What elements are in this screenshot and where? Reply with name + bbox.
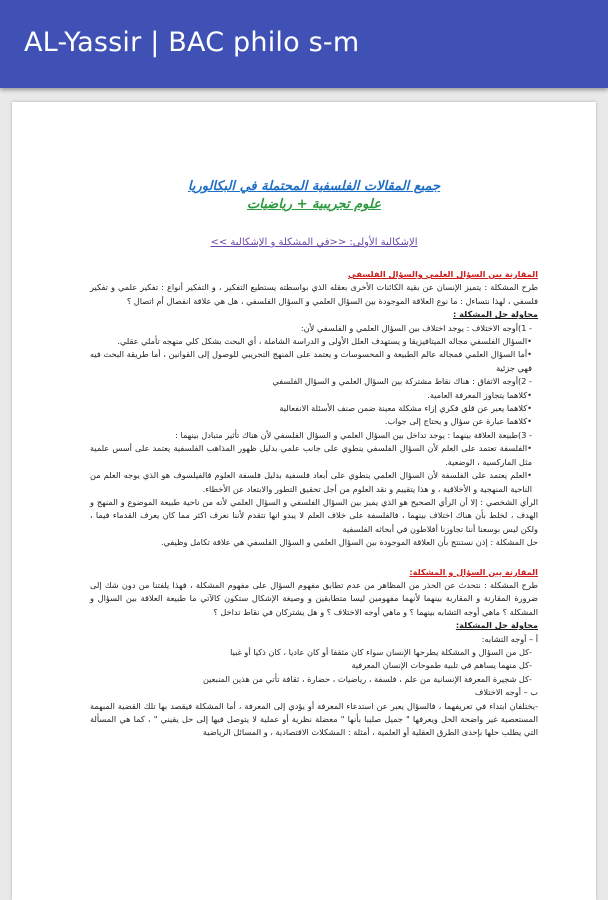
app-title: AL-Yassir | BAC philo s-m	[24, 27, 360, 58]
paragraph: طرح المشكلة : يتميز الإنسان عن بقية الكائنات الأخرى بعقله الذي بواسطته يستطيع التفكير ، و التفكير أنواع : تفكير علمي و تفكير فلسفي ، لهذا نتساءل : ما نوع العلاقة الموجودة بين السؤال العلمي و السؤال الفلسفي ، هل هي علاقة انفصال أم اتصال ؟	[90, 282, 538, 306]
paragraph: - 2)أوجه الاتفاق : هناك نقاط مشتركة بين السؤال العلمي و السؤال الفلسفي	[272, 376, 532, 387]
paragraph: •كلاهما عبارة عن سؤال و يحتاج إلى جواب.	[384, 416, 532, 427]
paragraph: حل المشكلة : إذن نستنتج بأن العلاقة الموجودة بين السؤال العلمي و السؤال الفلسفي هي علاقة تكامل وظيفي.	[160, 537, 538, 548]
paragraph: •كلاهما يتجاوز المعرفة العامية.	[427, 389, 532, 400]
paragraph: -كل من السؤال و المشكلة يطرحها الإنسان سواء كان مثقفا أو كان عاديا ، كان ذكيا أو غبيا	[230, 646, 532, 657]
document-subtitle: علوم تجريبية + رياضيات	[247, 197, 381, 212]
section-heading: المقارنة بين السؤال و المشكلة:	[409, 566, 538, 577]
document-page	[12, 102, 596, 900]
paragraph: - 1)أوجه الاختلاف : يوجد اختلاف بين السؤال العلمي و الفلسفي لأن:	[300, 322, 532, 333]
paragraph: الرأي الشخصي : إلا أن الرأي الصحيح هو الذي يميز بين السؤال الفلسفي و السؤال العلمي لأنه من ناحية طبيعة الموضوع و المنهج و الهدف ، لخلط بأن هناك اختلاف بينهما ، فالفلسفة على خلاف العلم لا يبدو انها تتقدم لأننا نعرف اكثر مما كان يعرف القدماء فيما ، ولكن ليس بوسعنا أننا تجاوزنا أفلاطون في أبحاثه الفلسفية	[90, 496, 538, 534]
paragraph: •كلاهما يعبر عن قلق فكري إزاء مشكلة معينة ضمن صنف الأسئلة الانفعالية	[279, 403, 532, 414]
problem-heading: الإشكالية الأولى: <<في المشكلة و الإشكالية >>	[210, 237, 418, 248]
document-content	[90, 178, 538, 740]
paragraph: طرح المشكلة : نتحدث عن الحذر من المظاهر من عدم تطابق مفهوم السؤال على مفهوم المشكلة ، فهذا يلفتنا من دون شك إلى ضرورة المقارنة و المقاربة بينهما لأنهما مفهومين ليسا متطابقين و وصيغة الإشكال ستكون كالآتي ما طبيعة العلاقة بين السؤال و المشكلة ؟ ماهي أوجه التشابه بينهما ؟ و ماهي أوجه الاختلاف ؟ و هل يشتركان في نقاط تداخل ؟	[90, 579, 538, 617]
section-heading: المقارنة بين السؤال العلمي والسؤال الفلسفي	[348, 269, 538, 279]
paragraph: -كل شجيرة المعرفة الإنسانية من علم ، فلسفة ، رياضيات ، حضارة ، ثقافة تأتي من هذين المنبعين	[202, 673, 532, 684]
paragraph: •العلم يعتمد على الفلسفة لأن السؤال العلمي ينطوي على أبعاد فلسفية بدليل فلسفة العلوم فالفيلسوف هو الذي يوجه العلم من الناحية المنهجية و الأخلاقية ، و هذا يتقييم و نقد العلوم من أجل تحقيق التطور والابتعاد عن الأخطاء.	[90, 470, 532, 494]
document-title: جميع المقالات الفلسفية المحتملة في البكالوريا	[187, 179, 441, 194]
sub-heading: محاولة حل المشكلة:	[455, 620, 538, 631]
paragraph: أ – أوجه التشابه:	[481, 633, 538, 644]
sub-heading: محاولة حل المشكلة :	[453, 309, 538, 320]
paragraph: - 3)طبيعة العلاقة بينهما : يوجد تداخل بين السؤال العلمي و السؤال الفلسفي لأن هناك تأثير متبادل بينهما :	[175, 429, 532, 440]
paragraph: •الفلسفة تعتمد على العلم لأن السؤال الفلسفي ينطوي على جانب علمي بدليل ظهور المذاهب الفلسفية يعتمد على أسس علمية مثل الماركسية ، الوضعية.	[90, 443, 532, 467]
paragraph: •السؤال الفلسفي مجاله الميتافيزيقا و يستهدف العلل الأولى و الدراسة الشاملة ، أي البحث بشكل كلي منهجه تأملي عقلي.	[117, 336, 532, 347]
paragraph: ب – أوجه الاختلاف	[474, 687, 538, 698]
paragraph: -كل منهما يساهم في تلبية طموحات الإنسان المعرفية	[351, 660, 532, 671]
app-bar	[0, 0, 608, 88]
document-viewer[interactable]	[0, 88, 608, 900]
paragraph: -يختلفان ابتداء في تعريفهما ، فالسؤال يعبر عن استدعاء المعرفة أو يؤدي إلى المعرفة ، أما المشكلة فيقصد بها تلك القضية المبهمة المستعصية غير واضحة الحل ويعرفها " جميل صليبا بأنها " معضلة نظرية أو عملية لا يتوصل فيها إلى حل يقيني " ، كما هي المسألة التي يطلب حلها بإحدى الطرق العقلية أو العلمية ، أمثلة : المشكلات الاقتصادية ، و المسائل الرياضية	[90, 700, 538, 738]
paragraph: •أما السؤال العلمي فمجاله عالم الطبيعة و المحسوسات و يعتمد على المنهج التجريبي للوصول إلى القوانين ، أما طريقة البحث فيه فهي جزئية	[90, 349, 532, 373]
